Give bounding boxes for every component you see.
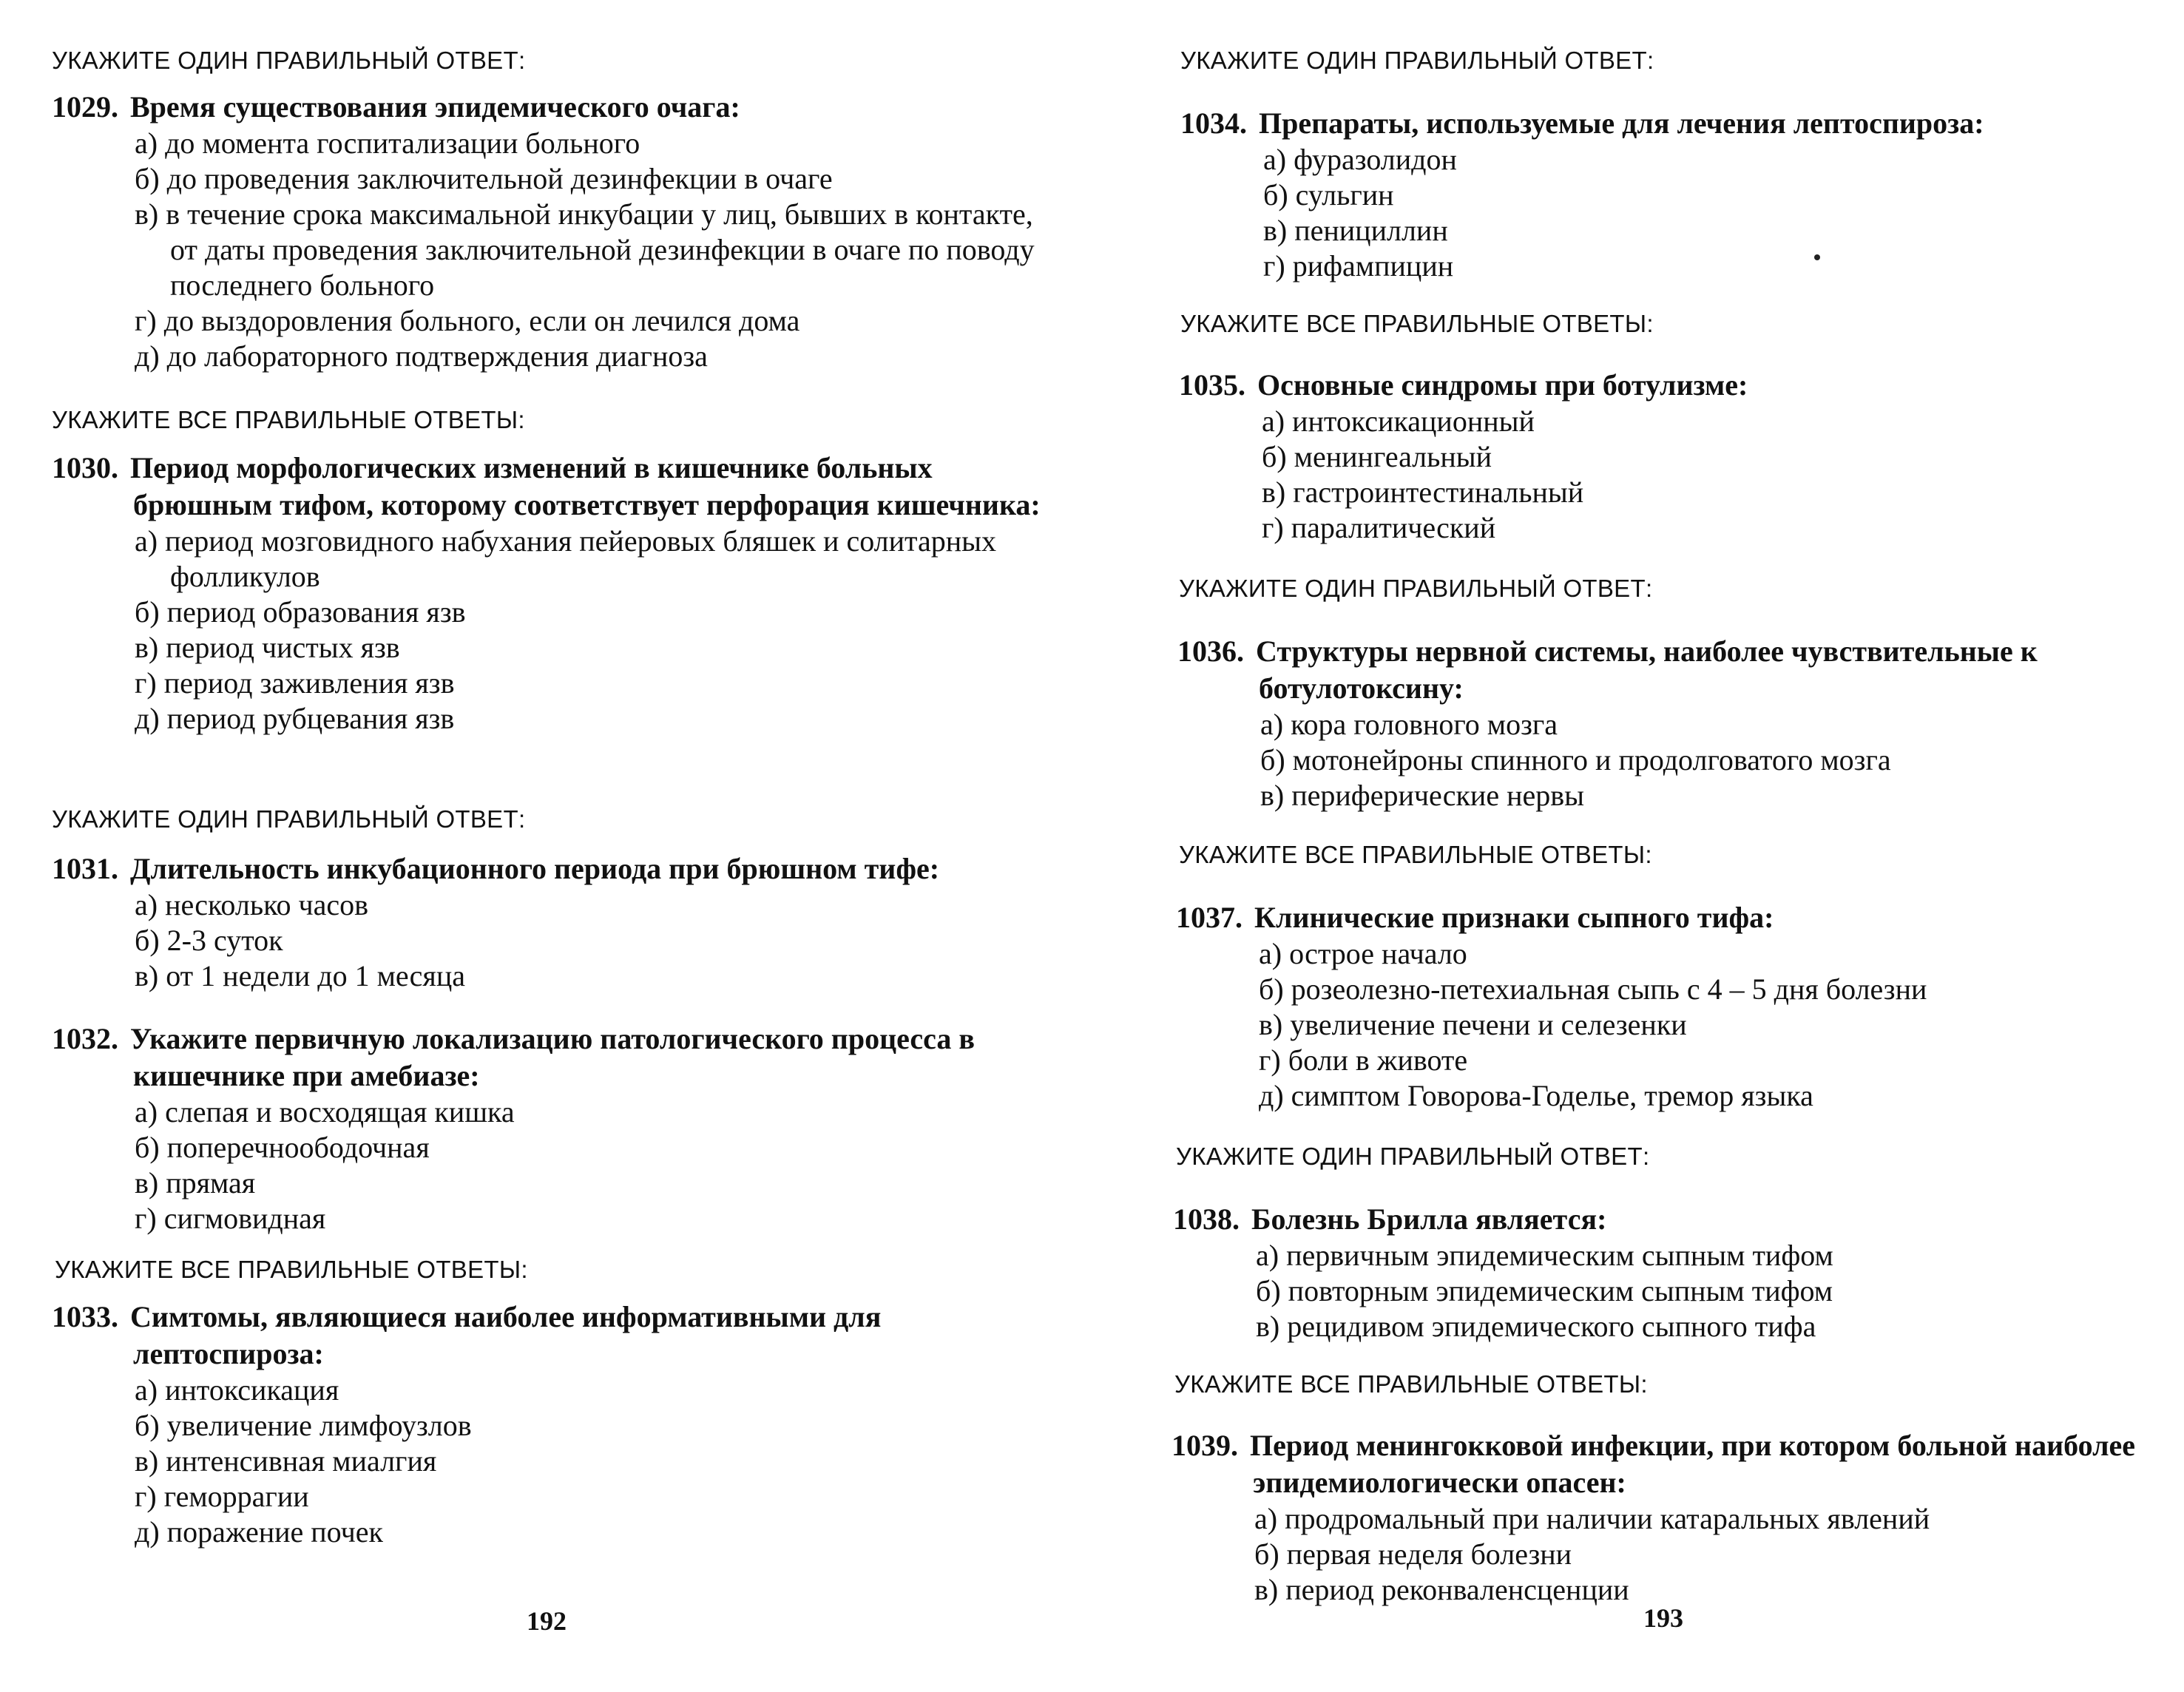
question-text: Структуры нервной системы, наиболее чувствительные к ботулотоксину: bbox=[1256, 634, 2038, 705]
instruction-heading: УКАЖИТЕ ВСЕ ПРАВИЛЬНЫЕ ОТВЕТЫ: bbox=[1179, 841, 1652, 868]
question-number: 1035. bbox=[1179, 368, 1245, 402]
answer-option: г) геморрагии bbox=[135, 1480, 309, 1513]
answer-option: в) период чистых язв bbox=[135, 631, 400, 664]
answer-option: а) до момента госпитализации больного bbox=[135, 126, 640, 160]
answer-option: б) сульгин bbox=[1263, 178, 1394, 212]
answer-options bbox=[1179, 404, 2163, 546]
question-text: Основные синдромы при ботулизме: bbox=[1257, 368, 1748, 402]
instruction-heading: УКАЖИТЕ ОДИН ПРАВИЛЬНЫЙ ОТВЕТ: bbox=[52, 805, 526, 833]
instruction-heading: УКАЖИТЕ ОДИН ПРАВИЛЬНЫЙ ОТВЕТ: bbox=[52, 47, 526, 74]
answer-option: б) первая неделя болезни bbox=[1254, 1537, 1572, 1571]
question-number: 1034. bbox=[1180, 106, 1247, 140]
answer-options bbox=[1176, 936, 2160, 1114]
question-title bbox=[1173, 1201, 2157, 1238]
question-text: Болезнь Брилла является: bbox=[1251, 1202, 1607, 1236]
instruction-heading: УКАЖИТЕ ОДИН ПРАВИЛЬНЫЙ ОТВЕТ: bbox=[1180, 47, 1654, 74]
answer-option: б) период образования язв bbox=[135, 595, 466, 629]
answer-option: в) рецидивом эпидемического сыпного тифа bbox=[1256, 1310, 1816, 1343]
question-title bbox=[52, 1299, 1058, 1373]
question-title bbox=[52, 1021, 1058, 1094]
page-number: 193 bbox=[1643, 1603, 1683, 1633]
answer-option: в) период реконваленсценции bbox=[1254, 1573, 1629, 1606]
answer-option: в) гастроинтестинальный bbox=[1262, 476, 1584, 509]
answer-option: в) в течение срока максимальной инкубации у лиц, бывших в контакте, от даты проведения заключительной дезинфекции в очаге по поводу последнего больного bbox=[135, 197, 1035, 302]
answer-options bbox=[52, 887, 1058, 994]
answer-option: а) несколько часов bbox=[135, 888, 368, 921]
question-number: 1038. bbox=[1173, 1202, 1240, 1236]
question-1029 bbox=[52, 89, 1058, 374]
question-title bbox=[1180, 105, 2164, 142]
answer-option: г) до выздоровления больного, если он лечился дома bbox=[135, 304, 800, 337]
question-text: Симтомы, являющиеся наиболее информативными для лептоспироза: bbox=[130, 1300, 882, 1370]
answer-option: д) симптом Говорова-Годелье, тремор языка bbox=[1259, 1079, 1813, 1112]
instruction-heading: УКАЖИТЕ ВСЕ ПРАВИЛЬНЫЕ ОТВЕТЫ: bbox=[52, 406, 525, 433]
answer-options bbox=[1173, 1238, 2157, 1344]
question-title bbox=[1172, 1427, 2167, 1501]
answer-option: а) первичным эпидемическим сыпным тифом bbox=[1256, 1239, 1833, 1272]
question-text: Препараты, используемые для лечения лептоспироза: bbox=[1259, 106, 1984, 140]
question-1036 bbox=[1177, 633, 2168, 813]
question-1032 bbox=[52, 1021, 1058, 1236]
answer-option: б) увеличение лимфоузлов bbox=[135, 1409, 472, 1442]
question-1035 bbox=[1179, 367, 2163, 546]
question-number: 1031. bbox=[52, 852, 118, 885]
answer-options bbox=[52, 1094, 1058, 1236]
question-text: Укажите первичную локализацию патологического процесса в кишечнике при амебиазе: bbox=[130, 1022, 975, 1092]
question-number: 1039. bbox=[1172, 1429, 1238, 1462]
answer-option: а) период мозговидного набухания пейеровых бляшек и солитарных фолликулов bbox=[135, 524, 997, 593]
question-text: Период менингокковой инфекции, при котором больной наиболее эпидемиологически опасен: bbox=[1250, 1429, 2136, 1499]
question-text: Время существования эпидемического очага: bbox=[130, 90, 740, 123]
answer-option: б) 2-3 суток bbox=[135, 924, 283, 957]
answer-option: г) рифампицин bbox=[1263, 249, 1454, 282]
answer-option: б) мотонейроны спинного и продолговатого мозга bbox=[1260, 743, 1891, 776]
instruction-heading: УКАЖИТЕ ВСЕ ПРАВИЛЬНЫЕ ОТВЕТЫ: bbox=[55, 1256, 528, 1283]
answer-option: а) продромальный при наличии катаральных явлений bbox=[1254, 1502, 1930, 1535]
answer-option: б) повторным эпидемическим сыпным тифом bbox=[1256, 1274, 1833, 1307]
answer-options bbox=[1180, 142, 2164, 284]
question-text: Клинические признаки сыпного тифа: bbox=[1254, 901, 1774, 934]
answer-option: б) до проведения заключительной дезинфекции в очаге bbox=[135, 162, 833, 195]
answer-option: а) интоксикационный bbox=[1262, 405, 1535, 438]
answer-option: г) паралитический bbox=[1262, 511, 1496, 544]
question-text: Длительность инкубационного периода при брюшном тифе: bbox=[130, 852, 940, 885]
answer-option: в) увеличение печени и селезенки bbox=[1259, 1008, 1687, 1041]
answer-option: д) до лабораторного подтверждения диагноза bbox=[135, 339, 708, 373]
answer-options bbox=[1172, 1501, 2167, 1608]
scan-speck bbox=[1814, 254, 1820, 260]
instruction-heading: УКАЖИТЕ ОДИН ПРАВИЛЬНЫЙ ОТВЕТ: bbox=[1176, 1143, 1650, 1170]
answer-option: г) сигмовидная bbox=[135, 1202, 326, 1235]
answer-option: д) поражение почек bbox=[135, 1515, 383, 1549]
answer-options bbox=[52, 126, 1058, 374]
question-number: 1036. bbox=[1177, 634, 1244, 668]
question-1031 bbox=[52, 850, 1058, 994]
answer-option: д) период рубцевания язв bbox=[135, 702, 455, 735]
answer-option: в) от 1 недели до 1 месяца bbox=[135, 959, 465, 992]
question-1037 bbox=[1176, 899, 2160, 1114]
answer-option: г) период заживления язв bbox=[135, 666, 455, 700]
answer-option: б) менингеальный bbox=[1262, 440, 1492, 473]
question-1038 bbox=[1173, 1201, 2157, 1344]
answer-options bbox=[52, 524, 1058, 737]
answer-option: а) кора головного мозга bbox=[1260, 708, 1558, 741]
question-number: 1032. bbox=[52, 1022, 118, 1055]
answer-options bbox=[52, 1373, 1058, 1550]
answer-option: в) периферические нервы bbox=[1260, 779, 1584, 812]
answer-option: в) интенсивная миалгия bbox=[135, 1444, 437, 1478]
question-1039 bbox=[1172, 1427, 2167, 1608]
question-title bbox=[52, 850, 1058, 887]
instruction-heading: УКАЖИТЕ ВСЕ ПРАВИЛЬНЫЕ ОТВЕТЫ: bbox=[1180, 310, 1654, 337]
question-number: 1030. bbox=[52, 451, 118, 484]
answer-option: г) боли в животе bbox=[1259, 1043, 1468, 1077]
question-number: 1037. bbox=[1176, 901, 1243, 934]
answer-option: а) фуразолидон bbox=[1263, 143, 1457, 176]
answer-option: б) розеолезно-петехиальная сыпь с 4 – 5 дня болезни bbox=[1259, 972, 1927, 1006]
answer-option: в) пенициллин bbox=[1263, 214, 1448, 247]
answer-option: а) интоксикация bbox=[135, 1373, 339, 1407]
question-number: 1029. bbox=[52, 90, 118, 123]
answer-option: б) поперечноободочная bbox=[135, 1131, 430, 1164]
instruction-heading: УКАЖИТЕ ОДИН ПРАВИЛЬНЫЙ ОТВЕТ: bbox=[1179, 575, 1653, 602]
answer-option: а) острое начало bbox=[1259, 937, 1467, 970]
question-title bbox=[1176, 899, 2160, 936]
question-1033 bbox=[52, 1299, 1058, 1550]
answer-option: а) слепая и восходящая кишка bbox=[135, 1095, 515, 1128]
question-1034 bbox=[1180, 105, 2164, 284]
question-text: Период морфологических изменений в кишечнике больных брюшным тифом, которому соответствует перфорация кишечника: bbox=[130, 451, 1041, 521]
answer-option: в) прямая bbox=[135, 1166, 256, 1199]
question-title bbox=[52, 450, 1058, 524]
instruction-heading: УКАЖИТЕ ВСЕ ПРАВИЛЬНЫЕ ОТВЕТЫ: bbox=[1174, 1370, 1648, 1398]
question-number: 1033. bbox=[52, 1300, 118, 1333]
question-title bbox=[52, 89, 1058, 126]
page-right bbox=[1092, 0, 2184, 1692]
question-title bbox=[1179, 367, 2163, 404]
answer-options bbox=[1177, 707, 2168, 813]
page-number: 192 bbox=[527, 1606, 567, 1636]
question-title bbox=[1177, 633, 2168, 707]
question-1030 bbox=[52, 450, 1058, 737]
